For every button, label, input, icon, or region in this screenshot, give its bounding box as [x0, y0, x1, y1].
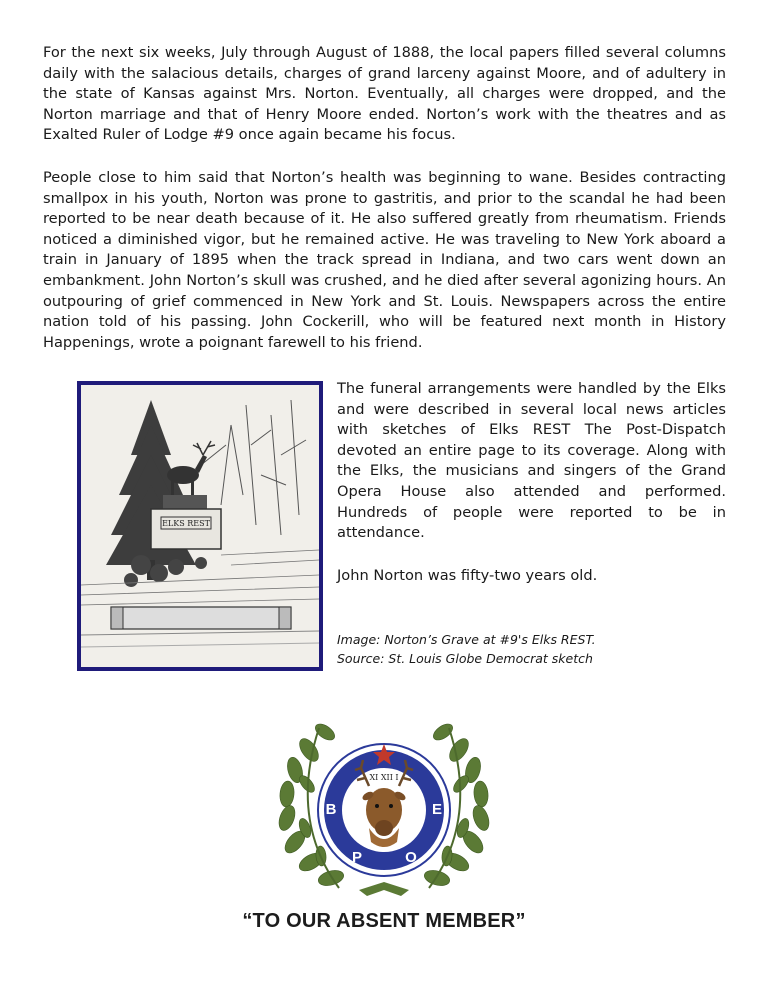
emblem-letter-p: P [351, 849, 363, 866]
motto-text: “TO OUR ABSENT MEMBER” [242, 910, 526, 932]
grave-sketch-image [77, 381, 323, 671]
article-paragraph-2: People close to him said that Norton’s health was beginning to wane. Besides contracting smallpox in his youth, Norton was prone to gastritis, and prior to the scandal he had been reported to be near death because of it. He also suffered greatly from rheumatism. Friends noticed a diminished vigor, but he remained active. He was traveling to New York aboard a train in January of 1895 when the track spread in Indiana, and two cars went down an embankment. John Norton’s skull was crushed, and he died after several agonizing hours. An outpouring of grief commenced in New York and St. Louis. Newspapers across the entire nation told of his passing. John Cockerill, who will be featured next month in History Happenings, wrote a poignant farewell to his friend. [43, 169, 726, 351]
stone-label: ELKS REST [162, 519, 210, 528]
grave-sketch-drawing [81, 385, 319, 667]
emblem-letter-b: B [325, 801, 337, 818]
emblem-letter-o: O [405, 849, 417, 866]
funeral-paragraph: The funeral arrangements were handled by the Elks and were described in several local news articles with sketches of Elks REST The Post-Dispatch devoted an entire page to its coverage. Along with the Elks, the musicians and singers of the Grand Opera House also attended and performed. Hundreds of people were reported to be in attendance. [337, 380, 726, 542]
emblem-letter-e: E [431, 801, 443, 818]
bpoe-emblem-logo [269, 710, 499, 910]
image-caption: Image: Norton’s Grave at #9's Elks REST. [337, 632, 596, 647]
source-caption: Source: St. Louis Globe Democrat sketch [337, 651, 593, 666]
article-paragraph-1: For the next six weeks, July through August of 1888, the local papers filled several columns daily with the salacious details, charges of grand larceny against Moore, and of adultery in the state of Kansas against Mrs. Norton. Eventually, all charges were dropped, and the Norton marriage and that of Henry Moore ended. Norton’s work with the theatres and as Exalted Ruler of Lodge #9 once again became his focus. [43, 44, 726, 144]
bpoe-emblem-drawing [269, 710, 499, 910]
age-paragraph: John Norton was fifty-two years old. [337, 567, 598, 584]
clock-numerals: XI XII I [369, 773, 399, 782]
